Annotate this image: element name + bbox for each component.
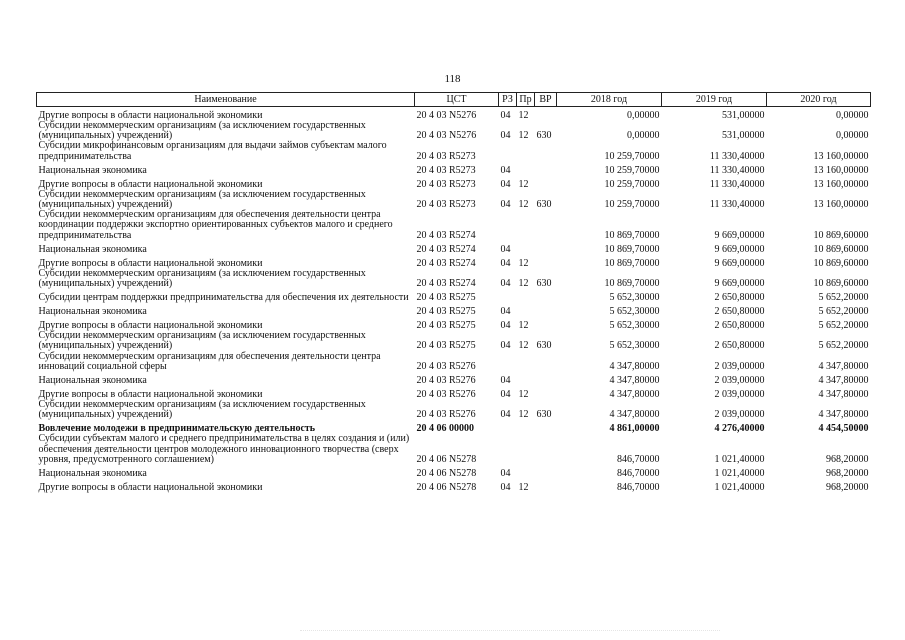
- cell-2019: 11 330,40000: [709, 164, 765, 176]
- cell-vr: [535, 465, 557, 479]
- cell-2018: 846,70000: [617, 453, 660, 465]
- cell-cst: 20 4 03 R5275: [416, 320, 476, 332]
- cell-rz: [499, 352, 517, 372]
- col-header-name: Наименование: [37, 93, 415, 107]
- cell-2020: 10 869,60000: [813, 243, 869, 255]
- cell-vr: [535, 479, 557, 493]
- cell-pr: [517, 303, 535, 317]
- cell-vr: [535, 255, 557, 269]
- cell-name: Субсидии субъектам малого и среднего предпринимательства в целях создания и (или) обеспечения деятельности центров молодежного инновационного творчества (сверх уровня, предусмотренного соглашением): [38, 433, 410, 465]
- cell-cst: 20 4 03 R5275: [416, 340, 476, 352]
- cell-2020: 13 160,00000: [813, 178, 869, 190]
- cell-2018: 4 347,80000: [609, 388, 660, 400]
- table-row: [37, 241, 871, 255]
- cell-2018: 4 347,80000: [609, 409, 660, 421]
- cell-cst: 20 4 03 R5276: [416, 360, 476, 372]
- cell-rz: 04: [500, 467, 511, 479]
- cell-pr: 12: [518, 340, 529, 352]
- cell-2019: 531,00000: [722, 109, 765, 121]
- cell-2019: 2 039,00000: [714, 374, 765, 386]
- cell-pr: [517, 434, 535, 465]
- cell-2018: 4 347,80000: [609, 360, 660, 372]
- cell-pr: 12: [518, 278, 529, 290]
- cell-2020: 0,00000: [836, 109, 869, 121]
- table-row: [37, 352, 871, 372]
- cell-rz: 04: [500, 199, 511, 211]
- cell-name: Другие вопросы в области национальной экономики: [38, 109, 263, 121]
- cell-2018: 4 347,80000: [609, 374, 660, 386]
- cell-2020: 10 869,60000: [813, 278, 869, 290]
- cell-cst: 20 4 03 R5273: [416, 199, 476, 211]
- cell-pr: 12: [518, 178, 529, 190]
- cell-cst: 20 4 03 R5273: [416, 150, 476, 162]
- table-row: [37, 317, 871, 331]
- cell-name: Субсидии некоммерческим организациям (за исключением государственных (муниципальных) учреждений): [38, 330, 366, 352]
- cell-name: Субсидии некоммерческим организациям (за исключением государственных (муниципальных) учреждений): [38, 399, 366, 421]
- cell-vr: [535, 303, 557, 317]
- cell-vr: 630: [536, 340, 552, 352]
- cell-cst: 20 4 06 N5278: [416, 467, 477, 479]
- cell-vr: [535, 420, 557, 434]
- cell-2019: 2 039,00000: [714, 388, 765, 400]
- cell-cst: 20 4 03 R5273: [416, 164, 476, 176]
- cell-name: Субсидии микрофинансовым организациям для выдачи займов субъектам малого предпринимательства: [38, 140, 387, 162]
- cell-2018: 846,70000: [617, 481, 660, 493]
- cell-2020: 13 160,00000: [813, 150, 869, 162]
- cell-pr: [517, 141, 535, 161]
- cell-rz: 04: [500, 306, 511, 318]
- cell-vr: [535, 386, 557, 400]
- col-header-2018: 2018 год: [557, 93, 662, 107]
- cell-cst: 20 4 03 R5276: [416, 409, 476, 421]
- cell-vr: [535, 162, 557, 176]
- cell-vr: [535, 317, 557, 331]
- cell-2019: 11 330,40000: [709, 199, 765, 211]
- cell-rz: [499, 434, 517, 465]
- cell-pr: [517, 210, 535, 241]
- cell-vr: 630: [536, 199, 552, 211]
- cell-name: Субсидии некоммерческим организациям (за исключением государственных (муниципальных) учреждений): [38, 188, 366, 211]
- table-row: [37, 420, 871, 434]
- cell-2018: 10 259,70000: [604, 150, 660, 162]
- cell-name: Национальная экономика: [38, 306, 147, 318]
- col-header-vr: ВР: [535, 93, 557, 107]
- cell-name: Субсидии центрам поддержки предпринимательства для обеспечения их деятельности: [38, 292, 409, 304]
- cell-rz: 04: [500, 109, 511, 121]
- cell-rz: 04: [500, 388, 511, 400]
- cell-cst: 20 4 06 N5278: [416, 481, 477, 493]
- cell-rz: 04: [500, 374, 511, 386]
- cell-pr: 12: [518, 320, 529, 332]
- cell-2019: 9 669,00000: [714, 278, 765, 290]
- table-body: [37, 107, 871, 494]
- cell-2018: 5 652,30000: [609, 340, 660, 352]
- cell-vr: [535, 107, 557, 122]
- cell-2018: 4 861,00000: [609, 423, 660, 435]
- cell-2020: 4 347,80000: [818, 360, 869, 372]
- cell-vr: [535, 176, 557, 190]
- cell-2019: 1 021,40000: [714, 481, 765, 493]
- cell-name: Другие вопросы в области национальной экономики: [38, 388, 263, 400]
- cell-pr: 12: [518, 130, 529, 142]
- table-row: [37, 303, 871, 317]
- table-row: [37, 400, 871, 420]
- cell-vr: [535, 372, 557, 386]
- cell-cst: 20 4 03 N5276: [416, 109, 477, 121]
- cell-name: Национальная экономика: [38, 467, 147, 479]
- col-header-cst: ЦСТ: [415, 93, 499, 107]
- cell-2018: 10 869,70000: [604, 257, 660, 269]
- cell-name: Другие вопросы в области национальной экономики: [38, 320, 263, 332]
- cell-pr: [517, 465, 535, 479]
- table-row: [37, 141, 871, 161]
- table-row: [37, 210, 871, 241]
- cell-cst: 20 4 06 N5278: [416, 453, 477, 465]
- cell-cst: 20 4 03 N5276: [416, 130, 477, 142]
- cell-2019: 2 039,00000: [714, 360, 765, 372]
- cell-rz: [499, 210, 517, 241]
- cell-2018: 0,00000: [627, 130, 660, 142]
- col-header-rz: РЗ: [499, 93, 517, 107]
- cell-2020: 5 652,20000: [818, 320, 869, 332]
- cell-rz: [499, 420, 517, 434]
- cell-pr: [517, 162, 535, 176]
- cell-2018: 5 652,30000: [609, 292, 660, 304]
- cell-2020: 4 347,80000: [818, 388, 869, 400]
- cell-cst: 20 4 03 R5274: [416, 243, 476, 255]
- cell-2019: 1 021,40000: [714, 467, 765, 479]
- cell-vr: [535, 352, 557, 372]
- cell-vr: 630: [536, 278, 552, 290]
- cell-pr: 12: [518, 109, 529, 121]
- cell-2019: 2 039,00000: [714, 409, 765, 421]
- cell-vr: [535, 210, 557, 241]
- cell-name: Национальная экономика: [38, 164, 147, 176]
- cell-vr: 630: [536, 130, 552, 142]
- cell-2018: 10 259,70000: [604, 178, 660, 190]
- cell-cst: 20 4 03 R5275: [416, 292, 476, 304]
- cell-2019: 11 330,40000: [709, 178, 765, 190]
- cell-2019: 2 650,80000: [714, 292, 765, 304]
- table-row: [37, 107, 871, 122]
- cell-rz: 04: [500, 257, 511, 269]
- cell-2019: 11 330,40000: [709, 150, 765, 162]
- cell-2020: 968,20000: [826, 453, 869, 465]
- cell-cst: 20 4 06 00000: [416, 423, 474, 435]
- col-header-2020: 2020 год: [767, 93, 871, 107]
- table-header: [37, 93, 871, 107]
- cell-name: Субсидии некоммерческим организациям для обеспечения деятельности центра инноваций социальной сферы: [38, 350, 381, 372]
- cell-name: Субсидии некоммерческим организациям (за исключением государственных (муниципальных) учреждений): [38, 267, 366, 290]
- cell-cst: 20 4 03 R5276: [416, 374, 476, 386]
- cell-2018: 0,00000: [627, 109, 660, 121]
- cell-2018: 10 869,70000: [604, 243, 660, 255]
- cell-2020: 4 454,50000: [818, 423, 869, 435]
- cell-2020: 968,20000: [826, 467, 869, 479]
- table-row: [37, 289, 871, 303]
- cell-2019: 9 669,00000: [714, 229, 765, 241]
- table-row: [37, 190, 871, 210]
- cell-2019: 4 276,40000: [714, 423, 765, 435]
- cell-2019: 2 650,80000: [714, 320, 765, 332]
- cell-rz: 04: [500, 178, 511, 190]
- cell-name: Другие вопросы в области национальной экономики: [38, 178, 263, 190]
- cell-cst: 20 4 03 R5274: [416, 257, 476, 269]
- cell-2019: 2 650,80000: [714, 306, 765, 318]
- table-row: [37, 331, 871, 351]
- cell-pr: 12: [518, 409, 529, 421]
- cell-pr: 12: [518, 257, 529, 269]
- cell-pr: [517, 352, 535, 372]
- table-row: [37, 434, 871, 465]
- table-row: [37, 121, 871, 141]
- cell-2019: 531,00000: [722, 130, 765, 142]
- cell-2020: 968,20000: [826, 481, 869, 493]
- cell-cst: 20 4 03 R5274: [416, 229, 476, 241]
- cell-2020: 4 347,80000: [818, 374, 869, 386]
- cell-name: Вовлечение молодежи в предпринимательскую деятельность: [38, 423, 316, 435]
- col-header-pr: Пр: [517, 93, 535, 107]
- cell-2020: 5 652,20000: [818, 292, 869, 304]
- cell-cst: 20 4 03 R5274: [416, 278, 476, 290]
- cell-cst: 20 4 03 R5276: [416, 388, 476, 400]
- cell-pr: [517, 372, 535, 386]
- cell-2020: 0,00000: [836, 130, 869, 142]
- cell-rz: 04: [500, 278, 511, 290]
- cell-rz: 04: [500, 320, 511, 332]
- cell-name: Национальная экономика: [38, 243, 147, 255]
- cell-2018: 10 869,70000: [604, 229, 660, 241]
- cell-2020: 13 160,00000: [813, 164, 869, 176]
- cell-rz: [499, 289, 517, 303]
- cell-name: Национальная экономика: [38, 374, 147, 386]
- cell-pr: [517, 241, 535, 255]
- cell-cst: 20 4 03 R5273: [416, 178, 476, 190]
- cell-2018: 10 869,70000: [604, 278, 660, 290]
- cell-name: Субсидии некоммерческим организациям для обеспечения деятельности центра координации поддержки экспортно ориентированных субъектов малого и среднего предпринимательства: [38, 209, 393, 241]
- cell-name: Субсидии некоммерческим организациям (за исключением государственных (муниципальных) учреждений): [38, 120, 366, 142]
- cell-vr: [535, 289, 557, 303]
- cell-2020: 13 160,00000: [813, 199, 869, 211]
- cell-2020: 5 652,20000: [818, 340, 869, 352]
- table-row: [37, 255, 871, 269]
- table-row: [37, 386, 871, 400]
- cell-vr: 630: [536, 409, 552, 421]
- table-row: [37, 176, 871, 190]
- table-row: [37, 479, 871, 493]
- cell-2019: 9 669,00000: [714, 243, 765, 255]
- cell-pr: 12: [518, 388, 529, 400]
- cell-rz: [499, 141, 517, 161]
- cell-vr: [535, 141, 557, 161]
- cell-2020: 10 869,60000: [813, 229, 869, 241]
- cell-pr: 12: [518, 481, 529, 493]
- cell-name: Другие вопросы в области национальной экономики: [38, 481, 263, 493]
- cell-2020: 5 652,20000: [818, 306, 869, 318]
- cell-pr: 12: [518, 199, 529, 211]
- cell-2018: 846,70000: [617, 467, 660, 479]
- cell-2019: 1 021,40000: [714, 453, 765, 465]
- cell-2019: 9 669,00000: [714, 257, 765, 269]
- col-header-2019: 2019 год: [662, 93, 767, 107]
- cell-pr: [517, 289, 535, 303]
- cell-pr: [517, 420, 535, 434]
- cell-2018: 10 259,70000: [604, 199, 660, 211]
- table-row: [37, 465, 871, 479]
- cell-rz: 04: [500, 481, 511, 493]
- cell-rz: 04: [500, 409, 511, 421]
- cell-2018: 5 652,30000: [609, 306, 660, 318]
- cell-rz: 04: [500, 340, 511, 352]
- cell-2018: 10 259,70000: [604, 164, 660, 176]
- cell-rz: 04: [500, 243, 511, 255]
- page-number: 118: [444, 73, 461, 85]
- scan-artifact: [300, 630, 720, 633]
- cell-2018: 5 652,30000: [609, 320, 660, 332]
- table-row: [37, 372, 871, 386]
- cell-cst: 20 4 03 R5275: [416, 306, 476, 318]
- cell-vr: [535, 241, 557, 255]
- table-row: [37, 269, 871, 289]
- cell-2019: 2 650,80000: [714, 340, 765, 352]
- cell-rz: 04: [500, 164, 511, 176]
- table-row: [37, 162, 871, 176]
- budget-table: [36, 92, 871, 493]
- cell-vr: [535, 434, 557, 465]
- cell-rz: 04: [500, 130, 511, 142]
- cell-2020: 10 869,60000: [813, 257, 869, 269]
- cell-name: Другие вопросы в области национальной экономики: [38, 257, 263, 269]
- cell-2020: 4 347,80000: [818, 409, 869, 421]
